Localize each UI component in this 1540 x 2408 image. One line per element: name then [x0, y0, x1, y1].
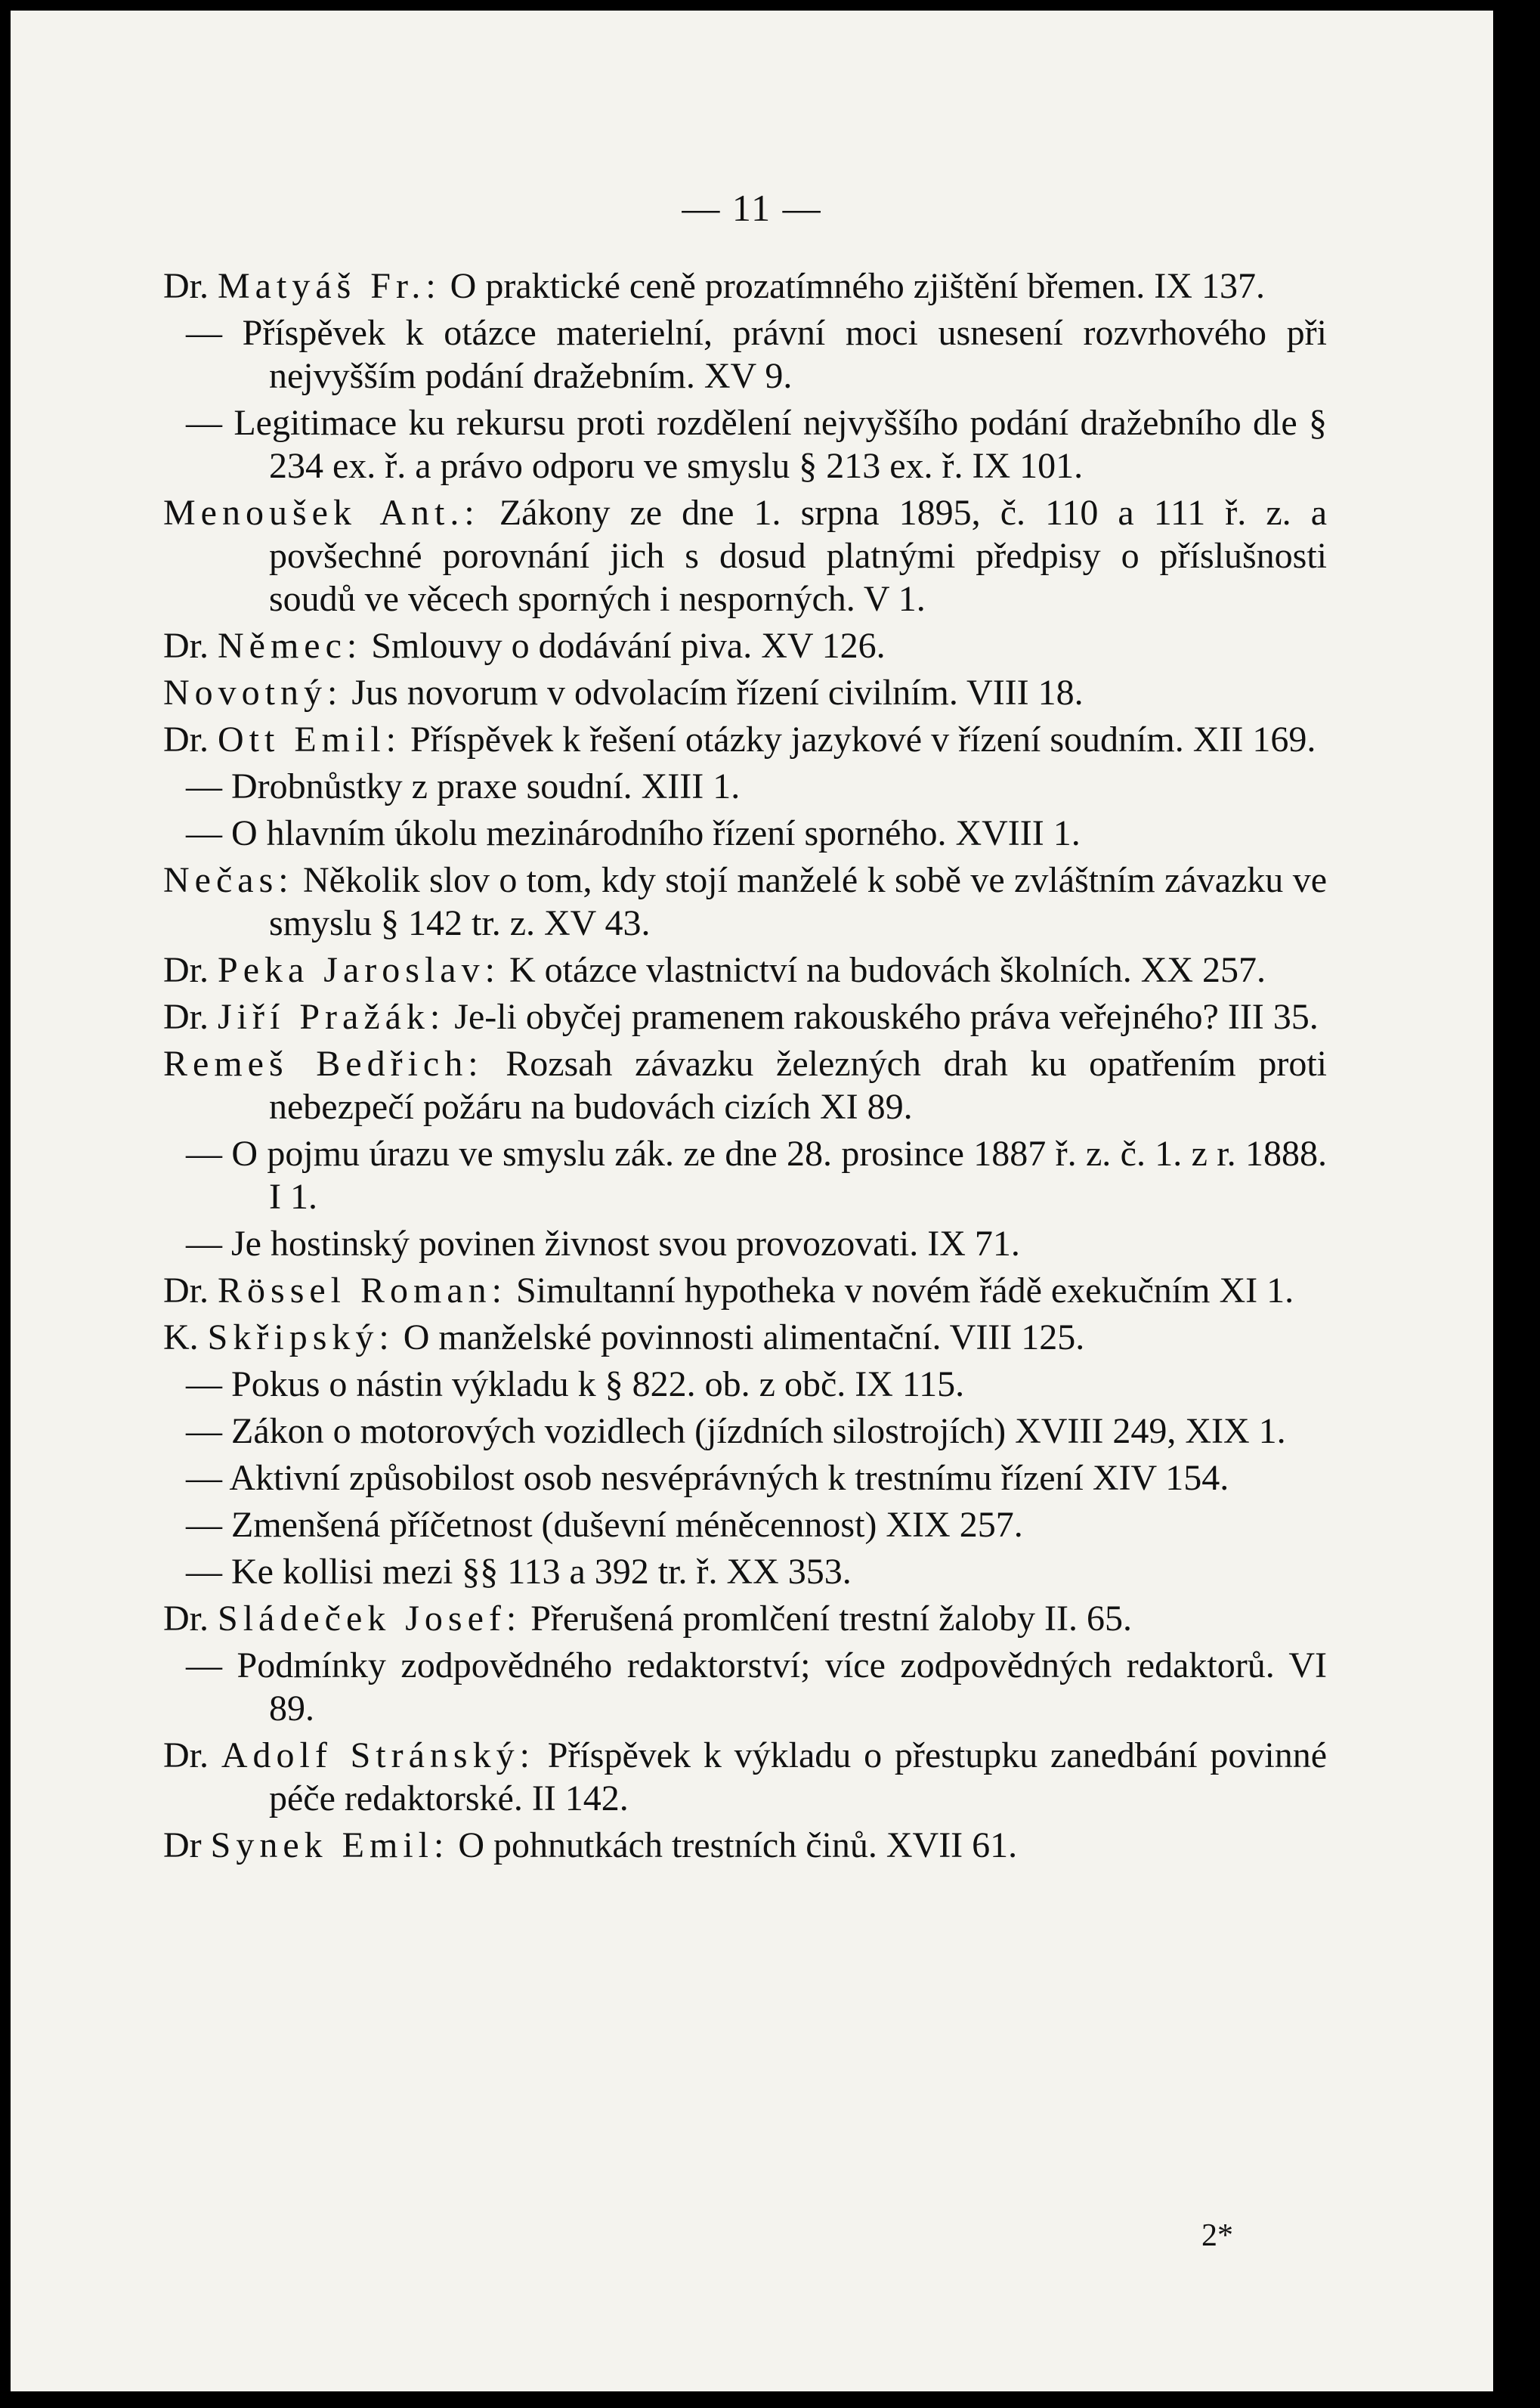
- entry-title: O praktické ceně prozatímného zjištění břemen. IX 137.: [450, 266, 1265, 306]
- bibliography-entry: [163, 859, 1327, 945]
- entry-title: Zmenšená příčetnost (duševní méněcennost) XIX 257.: [231, 1505, 1023, 1545]
- entry-author: Remeš Bedřich:: [163, 1044, 484, 1084]
- bibliography-entry: [163, 1456, 1327, 1500]
- entry-title: Příspěvek k řešení otázky jazykové v řízení soudním. XII 169.: [410, 720, 1316, 760]
- bibliography-entry: [163, 1222, 1327, 1265]
- bibliography-entry: [163, 671, 1327, 714]
- entry-title: Několik slov o tom, kdy stojí manželé k sobě ve zvláštním závazku ve smyslu § 142 tr. z. XV 43.: [269, 860, 1327, 943]
- entry-author: Menoušek Ant.:: [163, 493, 480, 533]
- book-page: [11, 11, 1493, 2391]
- entry-author: Jiří Pražák:: [218, 997, 446, 1037]
- entry-title: Smlouvy o dodávání piva. XV 126.: [371, 626, 886, 666]
- entry-author: Skřipský:: [207, 1317, 394, 1357]
- entry-author: Peka Jaroslav:: [218, 950, 500, 990]
- entry-prefix: Dr.: [163, 1735, 209, 1775]
- bibliography-entry: [163, 624, 1327, 667]
- entry-author: Sládeček Josef:: [218, 1599, 522, 1639]
- entry-prefix: —: [186, 813, 222, 853]
- entry-title: O manželské povinnosti alimentační. VIII 125.: [403, 1317, 1085, 1357]
- entry-prefix: Dr.: [163, 997, 209, 1037]
- entry-title: Je hostinský povinen živnost svou provozovati. IX 71.: [231, 1224, 1020, 1264]
- entry-prefix: —: [186, 1364, 222, 1404]
- entry-title: Drobnůstky z praxe soudní. XIII 1.: [231, 766, 741, 806]
- entry-prefix: —: [186, 1224, 222, 1264]
- entry-title: Simultanní hypotheka v novém řádě exekučním XI 1.: [516, 1271, 1294, 1311]
- entry-title: Zákon o motorových vozidlech (jízdních silostrojích) XVIII 249, XIX 1.: [231, 1411, 1286, 1451]
- bibliography-list: [163, 265, 1327, 1871]
- bibliography-entry: [163, 1503, 1327, 1546]
- entry-author: Němec:: [218, 626, 363, 666]
- entry-title: Je-li obyčej pramenem rakouského práva veřejného? III 35.: [454, 997, 1319, 1037]
- entry-title: Jus novorum v odvolacím řízení civilním. VIII 18.: [351, 673, 1084, 713]
- bibliography-entry: [163, 995, 1327, 1038]
- entry-author: Ott Emil:: [218, 720, 401, 760]
- entry-title: Přerušená promlčení trestní žaloby II. 65.: [530, 1599, 1132, 1639]
- bibliography-entry: [163, 1644, 1327, 1730]
- entry-title: O hlavním úkolu mezinárodního řízení sporného. XVIII 1.: [231, 813, 1081, 853]
- entry-title: Ke kollisi mezi §§ 113 a 392 tr. ř. XX 353.: [231, 1552, 852, 1592]
- entry-prefix: Dr.: [163, 1599, 209, 1639]
- printer-signature: 2*: [1201, 2218, 1233, 2253]
- bibliography-entry: [163, 1824, 1327, 1867]
- bibliography-entry: [163, 1550, 1327, 1593]
- entry-title: Zákony ze dne 1. srpna 1895, č. 110 a 111 ř. z. a povšechné porovnání jich s dosud platnými předpisy o příslušnosti soudů ve věcech sporných i nesporných. V 1.: [269, 493, 1328, 619]
- entry-title: Příspěvek k otázce materielní, právní moci usnesení rozvrhového při nejvyšším podání dražebním. XV 9.: [242, 313, 1327, 396]
- entry-prefix: Dr: [163, 1825, 202, 1865]
- entry-title: Příspěvek k výkladu o přestupku zanedbání povinné péče redaktorské. II 142.: [269, 1735, 1328, 1818]
- entry-title: Aktivní způsobilost osob nesvéprávných k trestnímu řízení XIV 154.: [229, 1458, 1229, 1498]
- bibliography-entry: [163, 1269, 1327, 1312]
- bibliography-entry: [163, 949, 1327, 992]
- page-number: — 11 —: [682, 187, 822, 229]
- entry-prefix: —: [186, 1458, 222, 1498]
- entry-prefix: Dr.: [163, 626, 209, 666]
- entry-author: Matyáš Fr.:: [218, 266, 441, 306]
- entry-prefix: K.: [163, 1317, 199, 1357]
- entry-title: O pohnutkách trestních činů. XVII 61.: [458, 1825, 1018, 1865]
- bibliography-entry: [163, 1132, 1327, 1218]
- entry-title: Legitimace ku rekursu proti rozdělení nejvyššího podání dražebního dle § 234 ex. ř. a právo odporu ve smyslu § 213 ex. ř. IX 101.: [233, 403, 1327, 486]
- entry-prefix: —: [186, 1552, 222, 1592]
- entry-prefix: Dr.: [163, 1271, 209, 1311]
- bibliography-entry: [163, 718, 1327, 761]
- entry-title: Pokus o nástin výkladu k § 822. ob. z obč. IX 115.: [231, 1364, 965, 1404]
- entry-author: Synek Emil:: [210, 1825, 450, 1865]
- bibliography-entry: [163, 765, 1327, 808]
- entry-prefix: Dr.: [163, 720, 209, 760]
- bibliography-entry: [163, 401, 1327, 487]
- entry-prefix: Dr.: [163, 950, 209, 990]
- entry-prefix: Dr.: [163, 266, 209, 306]
- entry-prefix: —: [186, 1134, 222, 1174]
- bibliography-entry: [163, 1597, 1327, 1640]
- bibliography-entry: [163, 1316, 1327, 1359]
- entry-author: Novotný:: [163, 673, 343, 713]
- bibliography-entry: [163, 812, 1327, 855]
- entry-author: Nečas:: [163, 860, 294, 900]
- entry-title: Podmínky zodpovědného redaktorství; více zodpovědných redaktorů. VI 89.: [237, 1645, 1328, 1729]
- entry-author: Rössel Roman:: [218, 1271, 508, 1311]
- bibliography-entry: [163, 1734, 1327, 1820]
- entry-prefix: —: [186, 1411, 222, 1451]
- entry-prefix: —: [186, 403, 222, 443]
- bibliography-entry: [163, 1363, 1327, 1406]
- entry-prefix: —: [186, 766, 222, 806]
- bibliography-entry: [163, 265, 1327, 308]
- entry-title: Rozsah závazku železných drah ku opatřením proti nebezpečí požáru na budovách cizích XI 89.: [269, 1044, 1328, 1127]
- bibliography-entry: [163, 491, 1327, 621]
- entry-prefix: —: [186, 1505, 222, 1545]
- bibliography-entry: [163, 1042, 1327, 1128]
- entry-author: Adolf Stránský:: [221, 1735, 535, 1775]
- entry-prefix: —: [186, 1645, 222, 1685]
- entry-title: K otázce vlastnictví na budovách školních. XX 257.: [509, 950, 1266, 990]
- entry-prefix: —: [186, 313, 222, 353]
- entry-title: O pojmu úrazu ve smyslu zák. ze dne 28. prosince 1887 ř. z. č. 1. z r. 1888. I 1.: [231, 1134, 1327, 1217]
- bibliography-entry: [163, 311, 1327, 398]
- bibliography-entry: [163, 1410, 1327, 1453]
